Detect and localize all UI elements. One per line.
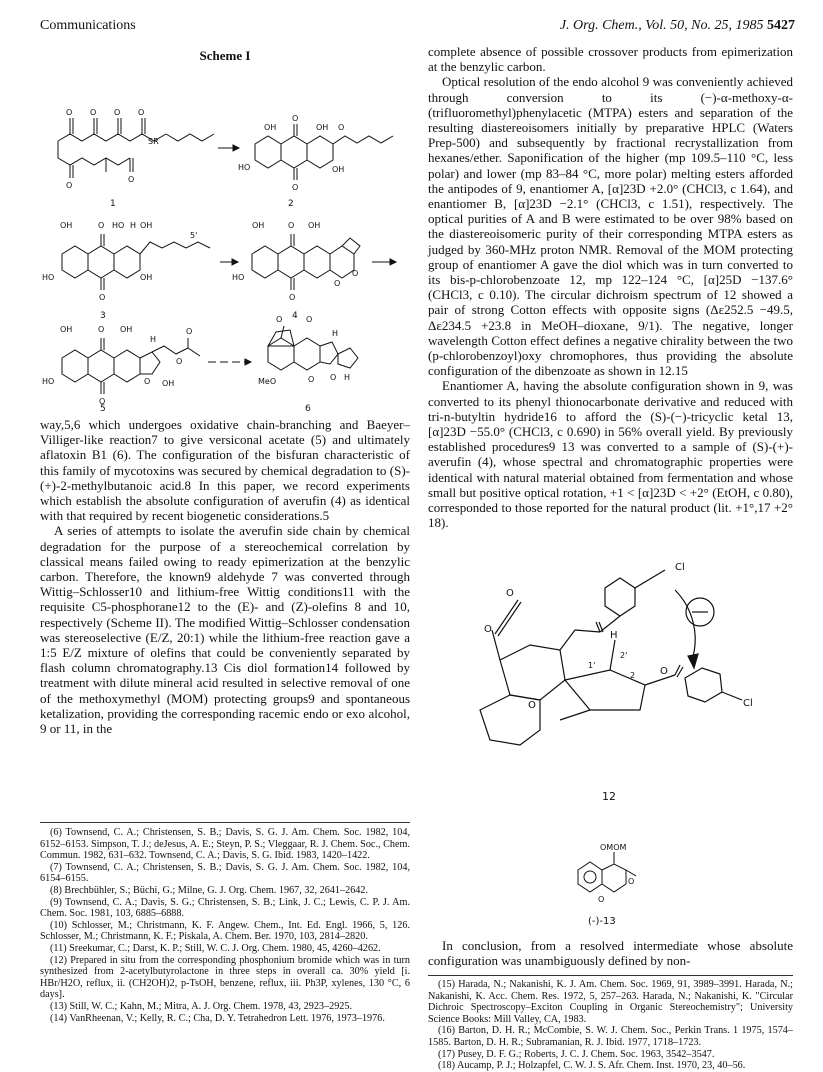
atom-label: 1' [588,661,596,670]
atom-h: H [130,221,137,230]
atom-o: O [276,315,283,324]
atom-o: O [330,373,337,382]
atom-label: O [628,877,635,886]
footnote: (14) VanRheenan, V.; Kelly, R. C.; Cha, D. Y. Tetrahedron Lett. 1976, 1973–1976. [50,1012,385,1024]
atom-label: 2 [630,671,636,680]
atom-o: O [352,269,359,278]
compound-label-5: 5 [100,404,106,411]
atom-o: O [144,377,151,386]
atom-oh: OH [316,123,329,132]
body-paragraph: Optical resolution of the endo alcohol 9 was conveniently achieved through conversion to its (−)-α-methoxy-α-(trifluoromethyl)phenylacetic (MTPA) esters and separation of the resulting diastereoisomers initially by preparative HPLC (Waters Prep-500) and subsequently by fractional recrystallization from hexanes/ether. Saponification of the higher (mp 109.5–110 °C, less polar) and lower (mp 83–84 °C, more polar) melting esters afforded the antipodes of 9, enantiomer A, [α]23D +2.0° (CHCl3, c 1.64), and enantiomer B, [α]23D −2.1° (CHCl3, c 1.51), respectively. The optical purities of A and B were estimated to be over 98% based on the diastereoisomeric purity of their corresponding MTPA esters as judged by 360-MHz proton NMR. Removal of the MOM protecting group of enantiomer A gave the diol which was in turn converted to its bis-p-chlorobenzoate 12, mp 122–124 °C, [α]25D −137.6° (CHCl3, c 0.10). The circular dichroism spectrum of 12 showed a pair of strong Cotton effects with opposite signs (Δε252.5 −49.5, Δε234.5 +23.8 in MeOH–dioxane, 9/1). The negative, longer wavelength Cotton effect defines a negative chirality between the two (p-chlorobenzoyl)oxy chromophores, thus providing the absolute configuration of the dibenzoate as shown in 12.15 [428,74,793,379]
compound-label-2: 2 [288,199,294,209]
atom-h: H [150,335,157,344]
atom-label: OMOM [600,843,627,852]
atom-o: O [99,293,106,302]
compound-3-structure [62,234,210,290]
atom-label: O [598,895,605,904]
atom-o: O [186,327,193,336]
atom-oh: OH [140,221,153,230]
footnote: (6) Townsend, C. A.; Christensen, S. B.; Davis, S. G. J. Am. Chem. Soc. 1982, 104, 6152–6153. Simpson, T. J.; deJesus, A. E.; Steyn, P. S.; Vleggaar, R. J. Chem. Soc., Chem. Commun. 1982, 631–632. Townsend, C. A.; Davis, S. G. Ibid. 1983, 1420–1422. [40,827,410,862]
atom-o: O [99,397,106,406]
atom-o: O [308,375,315,384]
compound-label-1: 1 [110,199,116,209]
compound-5-structure [62,338,200,394]
footnote: (15) Harada, N.; Nakanishi, K. J. Am. Chem. Soc. 1969, 91, 3989–3991. Harada, N.; Nakanishi, K. Acc. Chem. Res. 1972, 5, 257–263. Harada, N.; Nakanishi, K. "Circular Dichroic Spectroscopy–Exciton Coupling in Organic Stereochemistry"; University Science Books: Mill Valley, CA, 1983. [428,979,793,1025]
atom-o: O [128,175,135,184]
atom-o: O [292,114,299,123]
atom-o: O [176,357,183,366]
atom-oh: OH [252,221,265,230]
atom-o: O [114,108,121,117]
atom-oh: OH [60,221,73,230]
atom-oh: OH [162,379,175,388]
atom-o: O [66,181,73,190]
atom-label: O [484,624,492,635]
atom-o: O [289,293,296,302]
atom-oh: OH [308,221,321,230]
atom-ho: HO [232,273,245,282]
footnote-rule [40,822,410,823]
atom-label: Cl [675,562,685,573]
atom-o: O [98,325,105,334]
footnote: (11) Sreekumar, C.; Darst, K. P.; Still, W. C. J. Org. Chem. 1980, 45, 4260–4262. [50,942,381,954]
body-paragraph: A series of attempts to isolate the averufin side chain by chemical degradation for the purpose of a stereochemical correlation by classical means failed owing to ready epimerization at the benzylic carbon. Therefore, the known9 aldehyde 7 was converted through Wittig–Schlosser10 and lithium-free Wittig conditions11 with the requisite C5-phosphorane12 to the (E)- and (Z)-olefins 8 and 10, respectively (Scheme II). The modified Wittig–Schlosser condensation was stereoselective (E/Z, 20:1) while the lithium-free reaction gave a 1:5 E/Z mixture of olefins that could be conveniently separated by flash column chromatography.13 Cis diol formation14 followed by treatment with dilute mineral acid resulted in selective removal of one of the methoxymethyl (MOM) protecting groups9 and spontaneous ketalization, providing the corresponding racemic endo or exo alcohol, 9 or 11, in the [40,523,410,737]
compound-4-structure [252,234,360,290]
footnote: (12) Prepared in situ from the corresponding phosphonium bromide which was in turn synthesized from 2-acetylbutyrolactone in three steps in overall ca. 30% yield [i. HBr/H2O, reflux, ii. (CH2OH)2, p-TsOH, benzene, reflux, iii. Ph3P, xylenes, 130 °C, 6 days]. [40,954,410,1001]
footnote: (18) Aucamp, P. J.; Holzapfel, C. W. J. S. Afr. Chem. Inst. 1970, 23, 40–56. [438,1060,746,1072]
running-header-journal [560,18,795,34]
figure-12-structure [470,560,760,780]
compound-label-3: 3 [100,311,106,321]
atom-h: H [344,373,351,382]
atom-o: O [98,221,105,230]
atom-oh: OH [332,165,345,174]
atom-sr: SR [148,137,159,146]
footnote: (8) Brechbühler, S.; Büchi, G.; Milne, G. J. Org. Chem. 1967, 32, 2641–2642. [50,884,369,896]
footnote: (10) Schlosser, M.; Christmann, K. F. Angew. Chem., Int. Ed. Engl. 1966, 5, 126. Schlosser, M.; Christmann, K. F.; Piskala, A. Chem. Ber. 1970, 103, 2814–2820. [40,919,410,943]
footnote: (9) Townsend, C. A.; Davis, S. G.; Christensen, S. B.; Link, J. C.; Lewis, C. P. J. Am. Chem. Soc. 1981, 103, 6885–6888. [40,896,410,920]
atom-label: O [506,588,514,599]
atom-oh: OH [60,325,73,334]
body-paragraph: Enantiomer A, having the absolute configuration shown in 9, was converted to its phenyl thionocarbonate derivative and reduced with tri-n-butyltin hydride16 to afford the (S)-(−)-tricyclic ketal 13, [α]23D −55.0° (CHCl3, c 0.690) in 56% overall yield. By previously established procedures9 13 was converted to a sample of (S)-(+)-averufin (4), whose spectral and chromatographic properties were identical with natural material obtained from fermentation and whose small but positive optical rotation, +1 < [α]23D < +2° (EtOH, c 0.80), corresponded to those reported for the natural product (lit. +1°,17 +2° 18). [428,378,793,531]
compound-label-6: 6 [305,404,311,411]
scheme-title: Scheme I [199,48,251,63]
running-header-section: Communications [40,18,136,33]
footnote: (17) Pusey, D. F. G.; Roberts, J. C. J. Chem. Soc. 1963, 3542–3547. [438,1048,715,1060]
atom-o: O [334,279,341,288]
atom-label: Cl [743,698,753,709]
atom-oh: OH [120,325,133,334]
body-paragraph: complete absence of possible crossover products from epimerization at the benzylic carbon. [428,44,793,75]
compound-1-structure [58,118,214,178]
atom-ho: HO [42,377,55,386]
footnote: (13) Still, W. C.; Kahn, M.; Mitra, A. J. Org. Chem. 1978, 43, 2923–2925. [50,1000,353,1012]
figure-13-label: (-)-13 [588,916,616,927]
atom-label: H [610,630,618,641]
right-footnotes [428,979,793,1072]
atom-o: O [90,108,97,117]
atom-oh: OH [264,123,277,132]
atom-h: H [332,329,339,338]
footnote-rule [428,975,793,976]
atom-label: O [528,700,536,711]
conclusion-paragraph: In conclusion, from a resolved intermediate whose absolute configuration was unambiguously defined by non- [428,938,793,969]
atom-o: O [138,108,145,117]
atom-o: O [338,123,345,132]
journal-citation: J. Org. Chem., Vol. 50, No. 25, 1985 [559,18,764,33]
compound-2-structure [255,124,393,180]
figure-12-label: 12 [602,790,616,803]
atom-o: O [288,221,295,230]
left-footnotes [40,827,410,1024]
left-column [40,44,410,736]
body-paragraph: way,5,6 which undergoes oxidative chain-branching and Baeyer–Villiger-like reaction7 to give versiconal acetate (5) and ultimately aflatoxin B1 (6). The configuration of the bisfuran characteristic of this family of mycotoxins was secured by chemical degradation to (S)-(+)-2-methylbutanoic acid.8 In this paper, we record experiments which establish the absolute configuration of averufin (4) as identical with that required by recent biogenetic considerations.5 [40,417,410,524]
atom-ho: HO [112,221,125,230]
atom-ho: HO [238,163,251,172]
atom-o: O [306,315,313,324]
atom-oh: OH [140,273,153,282]
footnote: (7) Townsend, C. A.; Christensen, S. B.; Davis, S. G. J. Am. Chem. Soc. 1982, 104, 6154–6155. [40,861,410,885]
right-column [428,44,793,531]
compound-6-structure [268,326,358,370]
scheme-i-diagram [40,66,410,411]
atom-o: O [66,108,73,117]
atom-label: 2' [620,651,628,660]
footnote: (16) Barton, D. H. R.; McCombie, S. W. J. Chem. Soc., Perkin Trans. 1 1975, 1574–1585. Barton, D. H. R.; Subramanian, R. J. Ibid. 1977, 1718–1723. [428,1025,793,1048]
atom-ho: HO [42,273,55,282]
atom-five-prime: 5' [190,231,198,240]
page-number: 5427 [767,18,795,33]
atom-meo: MeO [258,377,277,386]
compound-label-4: 4 [292,311,298,321]
figure-13-structure [558,840,658,912]
atom-o: O [292,183,299,192]
atom-label: O [660,666,668,677]
